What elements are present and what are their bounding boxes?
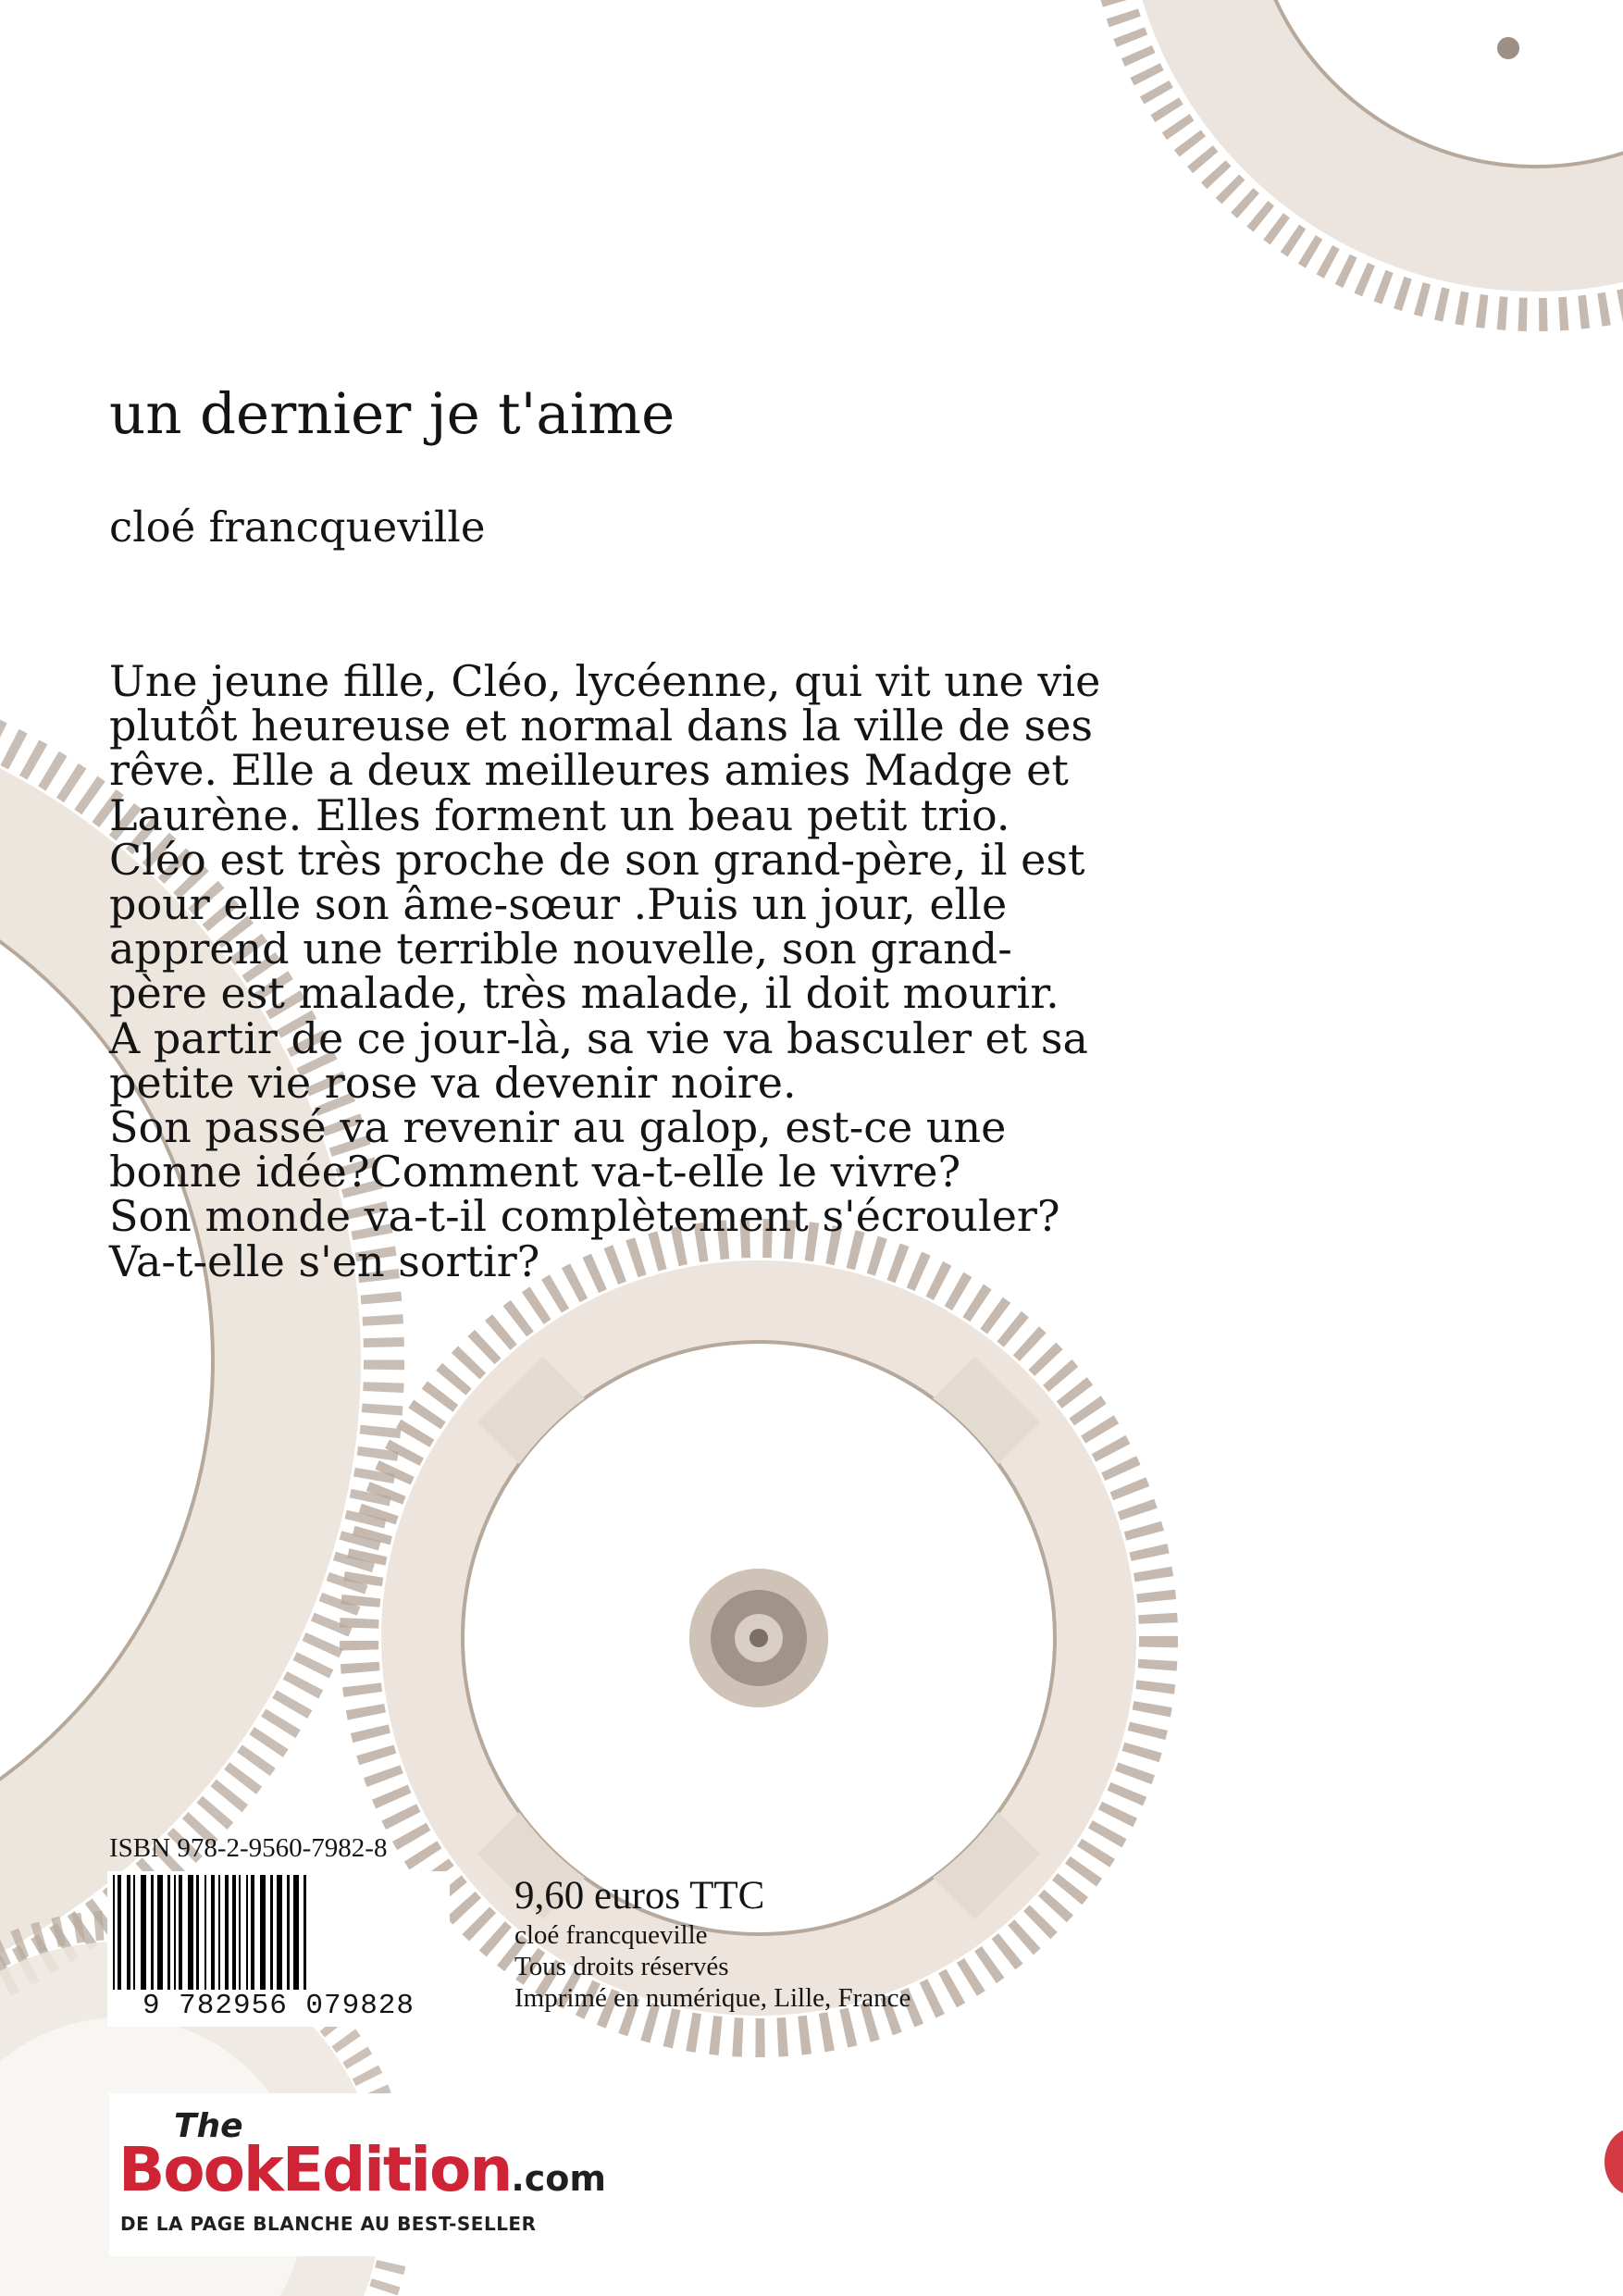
publisher-logo xyxy=(109,2093,664,2256)
rights-notice: Tous droits réservés xyxy=(514,1952,729,1981)
barcode-bar xyxy=(251,1875,254,1993)
barcode-bar xyxy=(218,1875,220,1993)
barcode-bar xyxy=(246,1875,248,1993)
barcode-bar xyxy=(118,1875,121,1993)
blurb-line: bonne idée?Comment va-t-elle le vivre? xyxy=(109,1147,961,1198)
barcode-bar xyxy=(188,1875,193,1993)
blurb-line: rêve. Elle a deux meilleures amies Madge et xyxy=(109,745,1069,796)
blurb-line: A partir de ce jour-là, sa vie va basculer et sa xyxy=(109,1012,1088,1063)
barcode-bar xyxy=(304,1875,306,1993)
blurb-line: Une jeune fille, Cléo, lycéenne, qui vit une vie xyxy=(109,656,1101,706)
legal-author: cloé francqueville xyxy=(514,1920,708,1950)
barcode-bar xyxy=(179,1875,182,1993)
isbn-label: ISBN 978-2-9560-7982-8 xyxy=(109,1833,388,1863)
blurb-line: petite vie rose va devenir noire. xyxy=(109,1057,797,1108)
barcode-bar xyxy=(204,1875,206,1993)
blurb-line: Son passé va revenir au galop, est-ce une xyxy=(109,1102,1007,1153)
legal-info xyxy=(514,1873,911,2014)
book-title: un dernier je t'aime xyxy=(109,381,675,447)
barcode-bar xyxy=(239,1875,241,1993)
blurb-line: père est malade, très malade, il doit mourir. xyxy=(109,968,1059,1019)
barcode-bar xyxy=(174,1875,176,1993)
barcode-bar xyxy=(293,1875,299,1993)
barcode-bar xyxy=(196,1875,199,1993)
barcode-bar xyxy=(260,1875,266,1993)
blurb-line: apprend une terrible nouvelle, son grand- xyxy=(109,924,1012,974)
barcode-bar xyxy=(287,1875,290,1993)
blurb-line: plutôt heureuse et normal dans la ville de ses xyxy=(109,701,1094,751)
logo-tagline: DE LA PAGE BLANCHE AU BEST-SELLER xyxy=(120,2213,537,2235)
logo-tld: .com xyxy=(511,2158,607,2199)
logo-brand xyxy=(118,2134,606,2215)
barcode-bar xyxy=(127,1875,130,1993)
barcode-digits: 9 782956 079828 xyxy=(107,1990,450,2023)
barcode-bars xyxy=(107,1871,450,1997)
book-author: cloé francqueville xyxy=(109,503,486,552)
barcode-bar xyxy=(113,1875,115,1993)
blurb-line: Va-t-elle s'en sortir? xyxy=(109,1235,540,1286)
book-blurb xyxy=(109,656,1173,1286)
barcode-bar xyxy=(141,1875,146,1993)
barcode xyxy=(107,1871,450,2027)
barcode-bar xyxy=(133,1875,135,1993)
print-notice: Imprimé en numérique, Lille, France xyxy=(514,1983,911,2013)
blurb-line: Son monde va-t-il complètement s'écrouler? xyxy=(109,1191,1060,1242)
barcode-bar xyxy=(277,1875,282,1993)
gear-top-right-icon xyxy=(1101,0,1623,315)
price: 9,60 euros TTC xyxy=(514,1874,765,1917)
barcode-bar xyxy=(270,1875,273,1993)
barcode-bar xyxy=(157,1875,163,1993)
blurb-line: Laurène. Elles forment un beau petit trio. xyxy=(109,789,1010,840)
barcode-bar xyxy=(232,1875,236,1993)
barcode-bar xyxy=(151,1875,154,1993)
blurb-line: pour elle son âme-sœur .Puis un jour, elle xyxy=(109,879,1008,930)
barcode-bar xyxy=(211,1875,215,1993)
blurb-line: Cléo est très proche de son grand-père, il est xyxy=(109,834,1085,885)
barcode-bar xyxy=(167,1875,170,1993)
logo-name: BookEdition xyxy=(118,2134,512,2205)
logo-the: The xyxy=(174,2107,243,2145)
barcode-bar xyxy=(225,1875,229,1993)
